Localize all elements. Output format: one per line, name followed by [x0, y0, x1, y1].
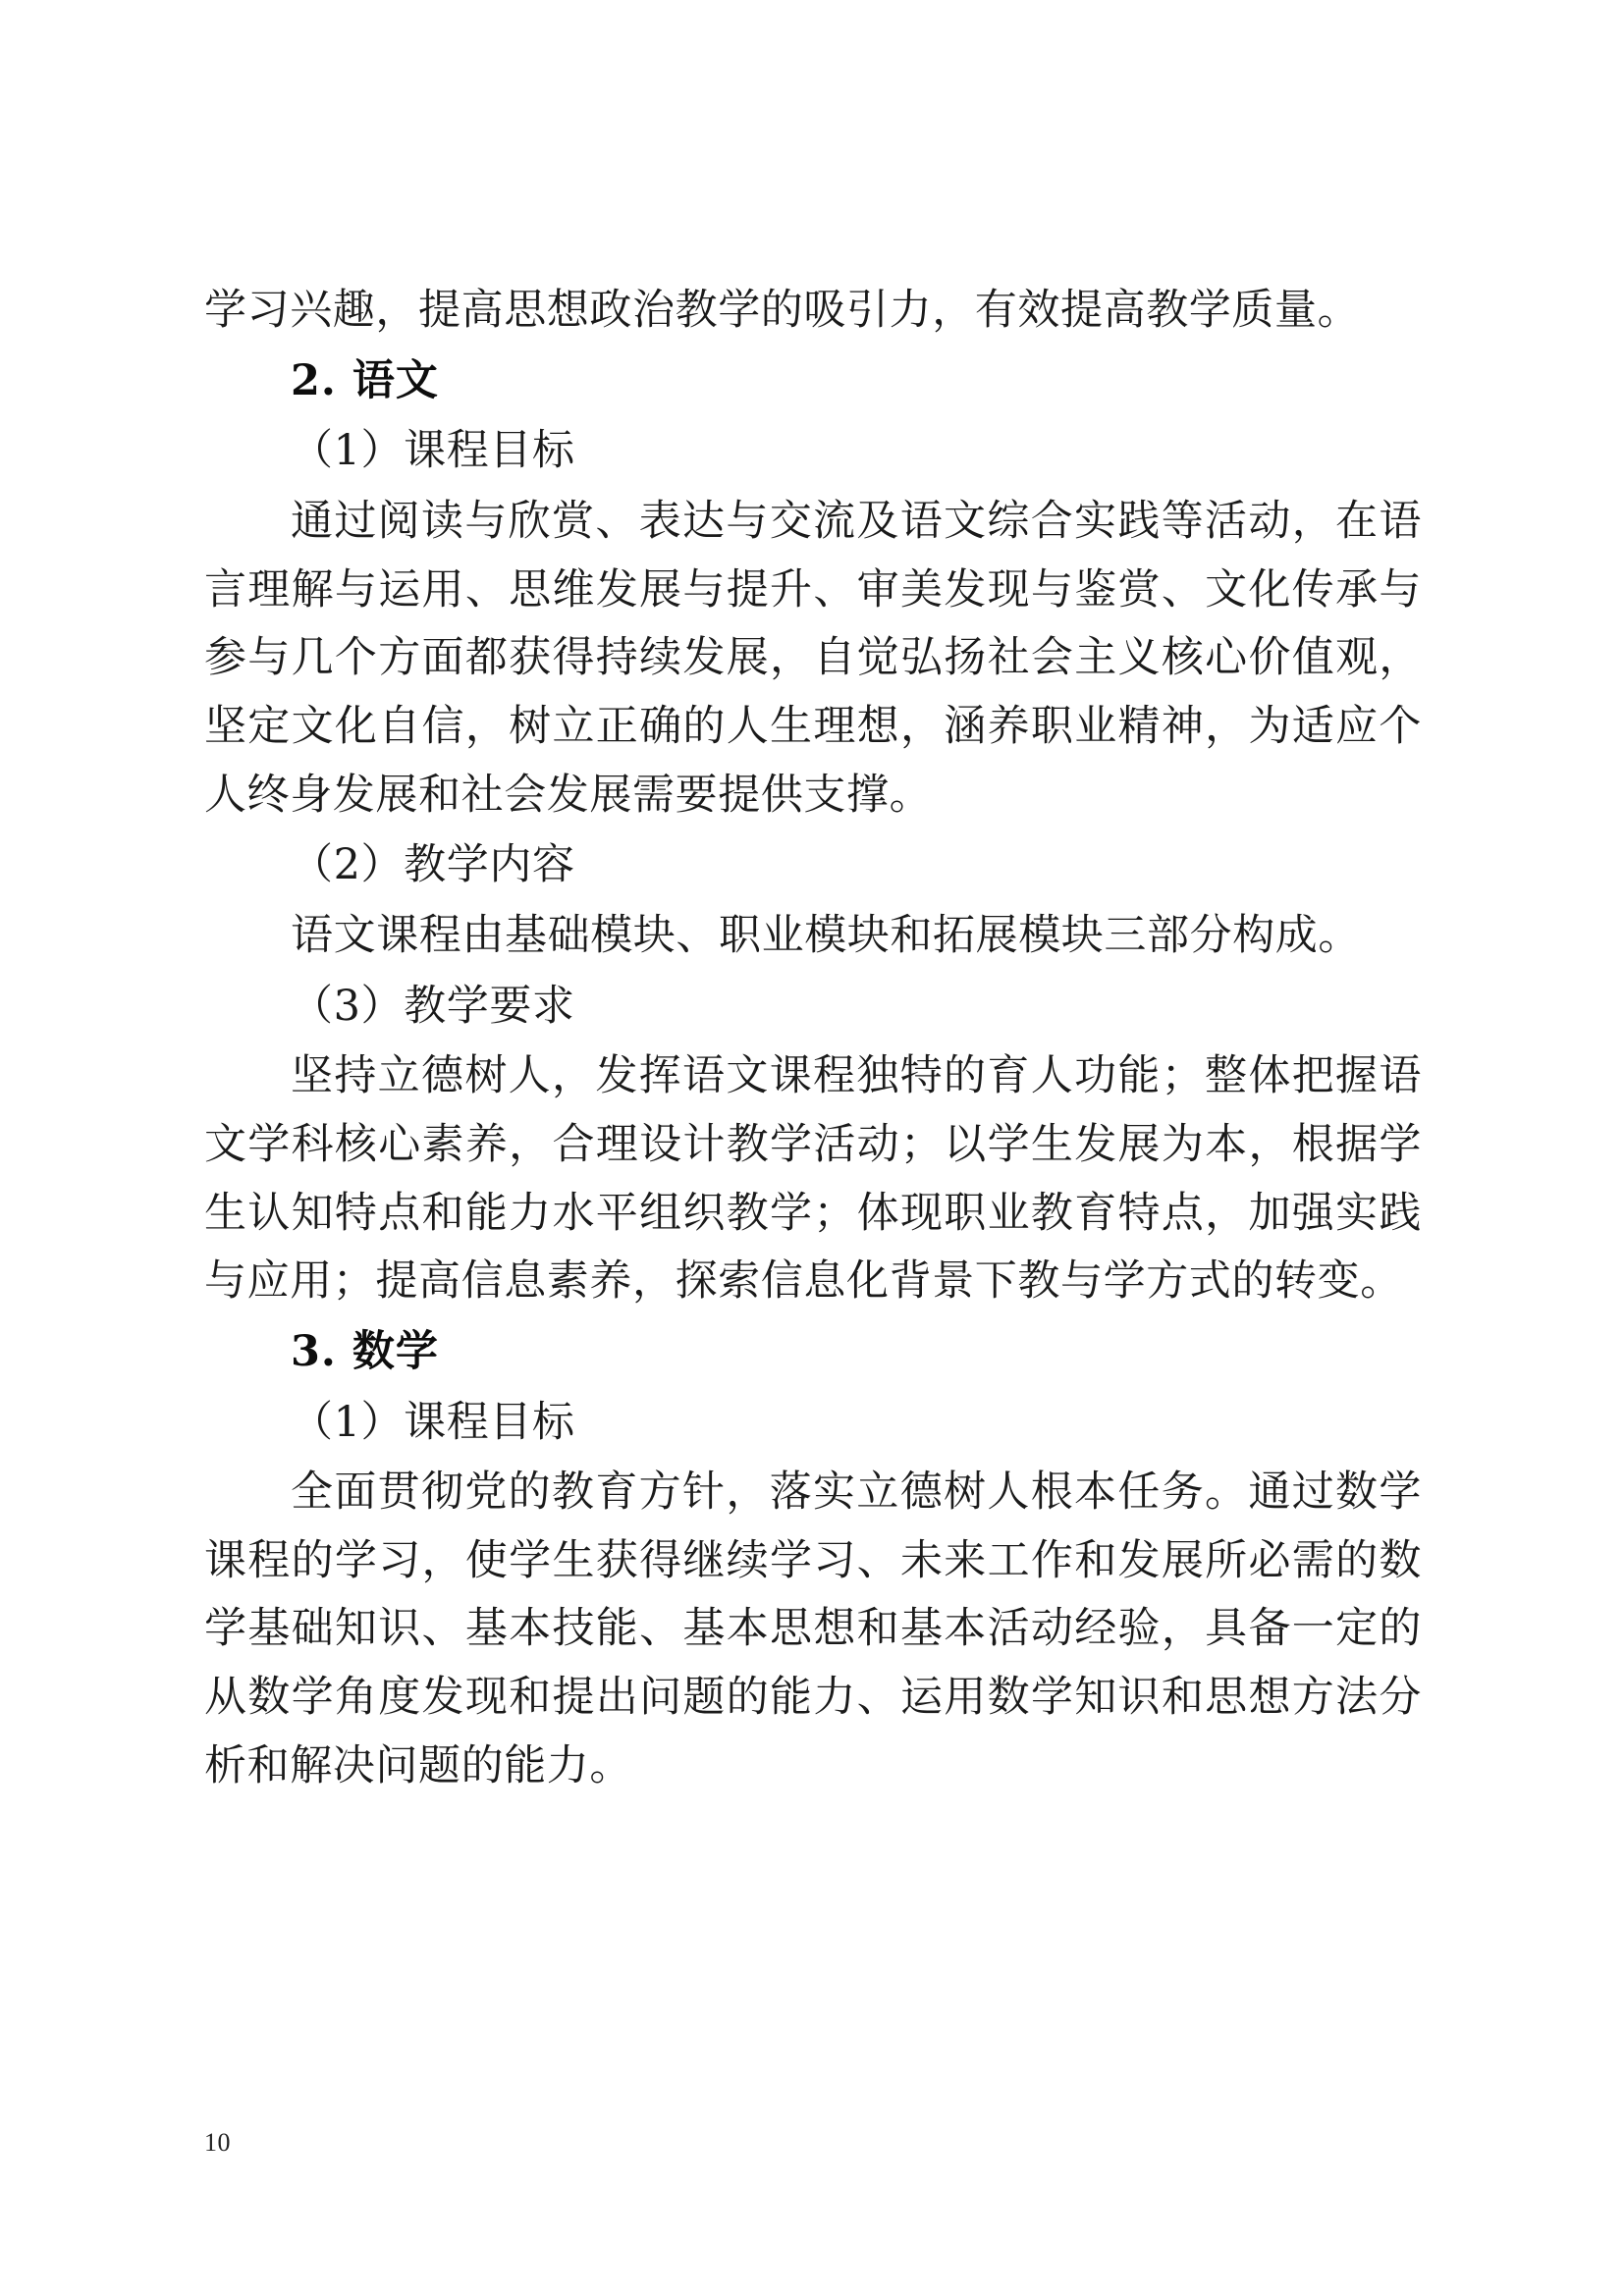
paragraph-teaching-requirements-yuwen: 坚持立德树人，发挥语文课程独特的育人功能；整体把握语文学科核心素养，合理设计教学活动；以学生发展为本，根据学生认知特点和能力水平组织教学；体现职业教育特点，加强实践与应用；提高信息素养，探索信息化背景下教与学方式的转变。: [204, 1051, 1422, 1307]
subheading-teaching-content-yuwen: （2）教学内容: [291, 840, 575, 890]
section-heading-yuwen: 2. 语文: [291, 355, 439, 405]
subheading-teaching-requirements-yuwen: （3）教学要求: [291, 981, 575, 1031]
paragraph-continuation: 学习兴趣，提高思想政治教学的吸引力，有效提高教学质量。: [204, 286, 1361, 335]
subheading-course-objectives-yuwen: （1）课程目标: [291, 426, 575, 476]
page-number: 10: [204, 2128, 231, 2157]
subheading-course-objectives-shuxue: （1）课程目标: [291, 1397, 575, 1447]
section-heading-shuxue: 3. 数学: [291, 1326, 439, 1376]
page-body: [204, 277, 1422, 1802]
paragraph-course-objectives-yuwen: 通过阅读与欣赏、表达与交流及语文综合实践等活动，在语言理解与运用、思维发展与提升、审美发现与鉴赏、文化传承与参与几个方面都获得持续发展，自觉弘扬社会主义核心价值观，坚定文化自信，树立正确的人生理想，涵养职业精神，为适应个人终身发展和社会发展需要提供支撑。: [204, 496, 1422, 820]
paragraph-teaching-content-yuwen: 语文课程由基础模块、职业模块和拓展模块三部分构成。: [291, 910, 1361, 960]
paragraph-course-objectives-shuxue: 全面贯彻党的教育方针，落实立德树人根本任务。通过数学课程的学习，使学生获得继续学习、未来工作和发展所必需的数学基础知识、基本技能、基本思想和基本活动经验，具备一定的从数学角度发现和提出问题的能力、运用数学知识和思想方法分析和解决问题的能力。: [204, 1468, 1422, 1790]
